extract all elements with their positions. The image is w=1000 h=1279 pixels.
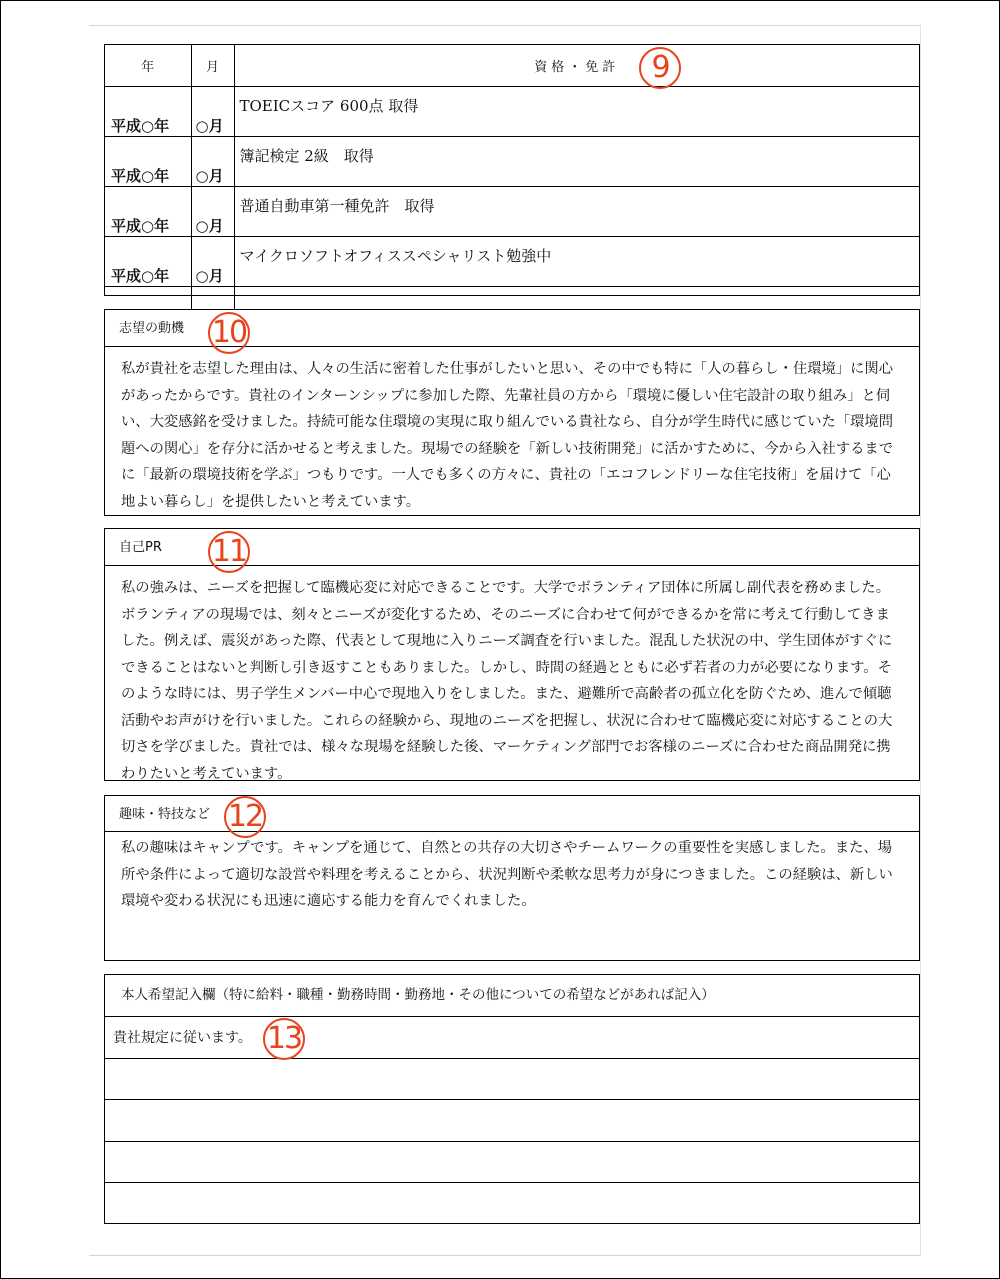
self-pr-body: 私の強みは、ニーズを把握して臨機応変に対応できることです。大学でボランティア団体に所属し副代表を務めました。ボランティアの現場では、刻々とニーズが変化するため、そのニーズに合わせて何ができるかを常に考えて行動してきました。例えば、震災があった際、代表として現地に入りニーズ調査を行いました。混乱した状況の中、学生団体がすぐにできることはないと判断し引き返すこともありました。しかし、時間の経過とともに必ず若者の力が必要になります。そのような時には、男子学生メンバー中心で現地入りをしました。また、避難所で高齢者の孤立化を防ぐため、進んで傾聴活動やお声がけを行いました。これらの経験から、現地のニーズを把握し、状況に合わせて臨機応変に対応することの大切さを学びました。貴社では、様々な現場を経験した後、マーケティング部門でお客様のニーズに合わせた商品開発に携わりたいと考えています。 xyxy=(121,580,893,782)
wishes-line xyxy=(105,1183,919,1225)
number-badge-11: 11 xyxy=(208,531,250,573)
hobbies-body: 私の趣味はキャンプです。キャンプを通じて、自然との共存の大切さやチームワークの重要性を実感しました。また、場所や条件によって適切な設営や料理を考えることから、状況判断や柔軟な思考力が身につきました。この経験は、新しい環境や変わる状況にも迅速に適応する能力を育んでくれました。 xyxy=(121,840,893,909)
header-year: 年 xyxy=(105,45,191,87)
wishes-section xyxy=(104,974,920,1224)
motivation-title: 志望の動機 xyxy=(105,310,919,347)
number-badge-9: 9 xyxy=(639,47,681,89)
number-badge-12: 12 xyxy=(224,796,266,838)
row-qualification: TOEICスコア 600点 取得 xyxy=(234,87,919,137)
row-qualification: 普通自動車第一種免許 取得 xyxy=(234,187,919,237)
table-row xyxy=(105,87,919,137)
qualifications-table xyxy=(104,44,920,296)
wishes-title: 本人希望記入欄（特に給料・職種・勤務時間・勤務地・その他についての希望などがあれば記入） xyxy=(105,975,919,1017)
number-badge-10: 10 xyxy=(208,312,250,354)
number-badge-13: 13 xyxy=(263,1018,305,1060)
hobbies-title: 趣味・特技など xyxy=(105,796,919,832)
row-year: 平成○年 xyxy=(105,187,191,237)
table-row xyxy=(105,187,919,237)
header-month: 月 xyxy=(191,45,234,87)
wishes-line: 貴社規定に従います。 xyxy=(105,1017,919,1059)
row-qualification: マイクロソフトオフィススペシャリスト勉強中 xyxy=(234,237,919,287)
table-row xyxy=(105,237,919,287)
row-month: ○月 xyxy=(191,137,234,187)
row-year: 平成○年 xyxy=(105,137,191,187)
wishes-line xyxy=(105,1142,919,1184)
row-qualification: 簿記検定 2級 取得 xyxy=(234,137,919,187)
row-year: 平成○年 xyxy=(105,87,191,137)
header-qualifications-title: 資格・免許 xyxy=(234,45,919,87)
row-year: 平成○年 xyxy=(105,237,191,287)
row-month: ○月 xyxy=(191,187,234,237)
row-month: ○月 xyxy=(191,237,234,287)
table-row xyxy=(105,137,919,187)
wishes-line xyxy=(105,1100,919,1142)
motivation-body: 私が貴社を志望した理由は、人々の生活に密着した仕事がしたいと思い、その中でも特に「人の暮らし・住環境」に関心があったからです。貴社のインターンシップに参加した際、先輩社員の方から「環境に優しい住宅設計の取り組み」と伺い、大変感銘を受けました。持続可能な住環境の実現に取り組んでいる貴社なら、自分が学生時代に感じていた「環境問題への関心」を存分に活かせると考えました。現場での経験を「新しい技術開発」に活かすために、今から入社するまでに「最新の環境技術を学ぶ」つもりです。一人でも多くの方々に、貴社の「エコフレンドリーな住宅技術」を届けて「心地よい暮らし」を提供したいと考えています。 xyxy=(121,361,894,510)
qualifications-header-row xyxy=(105,45,919,87)
row-month: ○月 xyxy=(191,87,234,137)
wishes-line xyxy=(105,1059,919,1101)
self-pr-title: 自己PR xyxy=(105,529,919,566)
